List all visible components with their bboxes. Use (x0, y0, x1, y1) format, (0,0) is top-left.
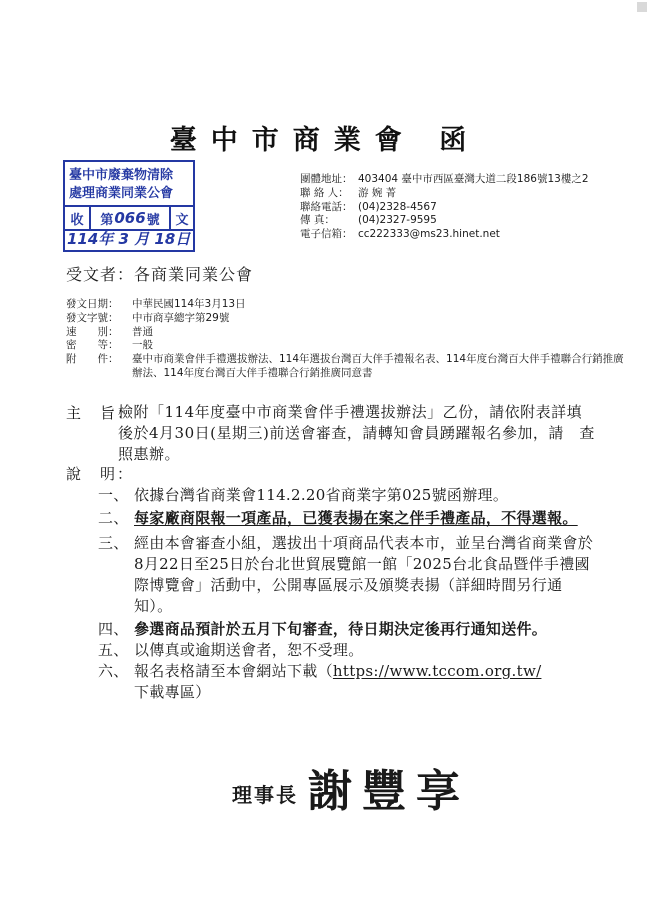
list-item: 二、 每家廠商限報一項產品，已獲表揚在案之伴手禮產品，不得選報。 (98, 509, 578, 527)
download-text-prefix: 報名表格請至本會網站下載（ (134, 662, 333, 680)
document-title: 臺中市商業會 函 (169, 125, 481, 156)
stamp-number-cell (91, 207, 169, 229)
stamp-org-line1: 臺中市廢棄物清除 (69, 168, 174, 183)
list-item: 六、 報名表格請至本會網站下載（https://www.tccom.org.tw/ 下載專區） (98, 662, 542, 701)
contact-email: 電子信箱： cc222333@ms23.hinet.net (300, 228, 500, 241)
contact-fax: 傳 真： (04)2327-9595 (300, 214, 437, 227)
stamp-doc-char: 文 (169, 207, 193, 229)
meta-number: 發文字號： 中市商享總字第29號 (66, 311, 230, 324)
contact-address: 團體地址： 403404 臺中市西區臺灣大道二段186號13樓之2 (300, 173, 589, 185)
contact-person: 聯 絡 人： 游 婉 菁 (300, 186, 397, 199)
corner-mark (637, 2, 647, 12)
stamp-org-line2: 處理商業同業公會 (69, 186, 174, 201)
list-item: 四、 參選商品預計於五月下旬審查，待日期決定後再行通知送件。 (98, 620, 548, 638)
recipient-label: 受文者： (66, 265, 135, 284)
subject-text: 檢附「114年度臺中市商業會伴手禮選拔辦法」乙份，請依附表詳填後於4月30日(星期三)前送會審查，請轉知會員踴躍報名參加，請 查照惠辦。 (118, 403, 595, 463)
meta-attachment: 附 件： 臺中市商業會伴手禮選拔辦法、114年選拔台灣百大伴手禮報名表、114年度台灣百大伴手禮聯合行銷推廣辦法、114年度台灣百大伴手禮聯合行銷推廣同意書 (66, 353, 624, 379)
stamp-number: 066 (114, 209, 146, 227)
subject-label: 主 旨： (66, 404, 135, 422)
list-item: 五、 以傳真或逾期送會者，恕不受理。 (98, 641, 364, 659)
list-item: 一、 依據台灣省商業會114.2.20省商業字第025號函辦理。 (98, 486, 509, 504)
recipient-line (66, 262, 253, 285)
explanation-items (98, 485, 598, 703)
contact-info (300, 173, 589, 242)
signature-title: 理事長 (232, 783, 298, 807)
explanation-label: 說 明： (66, 465, 135, 483)
meta-secrecy: 密 等： 一般 (66, 339, 153, 352)
document-meta (66, 298, 626, 381)
signature-name: 謝豐享 (308, 766, 470, 817)
download-text-suffix: 下載專區） (134, 683, 211, 701)
list-item: 三、 經由本會審查小組，選拔出十項商品代表本市，並呈台灣省商業會於8月22日至25日於台北世貿展覽館一館「2025台北食品暨伴手禮國際博覽會」活動中，公開專區展示及頒獎表揚（詳細時間另行通知）。 (98, 534, 594, 615)
stamp-date: 114年 3 月 18日 (67, 230, 191, 248)
received-stamp (63, 160, 195, 252)
meta-speed: 速 別： 普通 (66, 325, 153, 338)
contact-phone: 聯絡電話： (04)2328-4567 (300, 200, 437, 213)
stamp-number-prefix: 第 (100, 212, 114, 228)
recipient-value: 各商業同業公會 (134, 265, 254, 284)
meta-date: 發文日期： 中華民國114年3月13日 (66, 298, 246, 310)
stamp-number-suffix: 號 (146, 212, 160, 228)
website-link[interactable]: https://www.tccom.org.tw/ (332, 662, 542, 680)
signature-block (232, 755, 470, 819)
stamp-receive-char: 收 (65, 207, 91, 229)
